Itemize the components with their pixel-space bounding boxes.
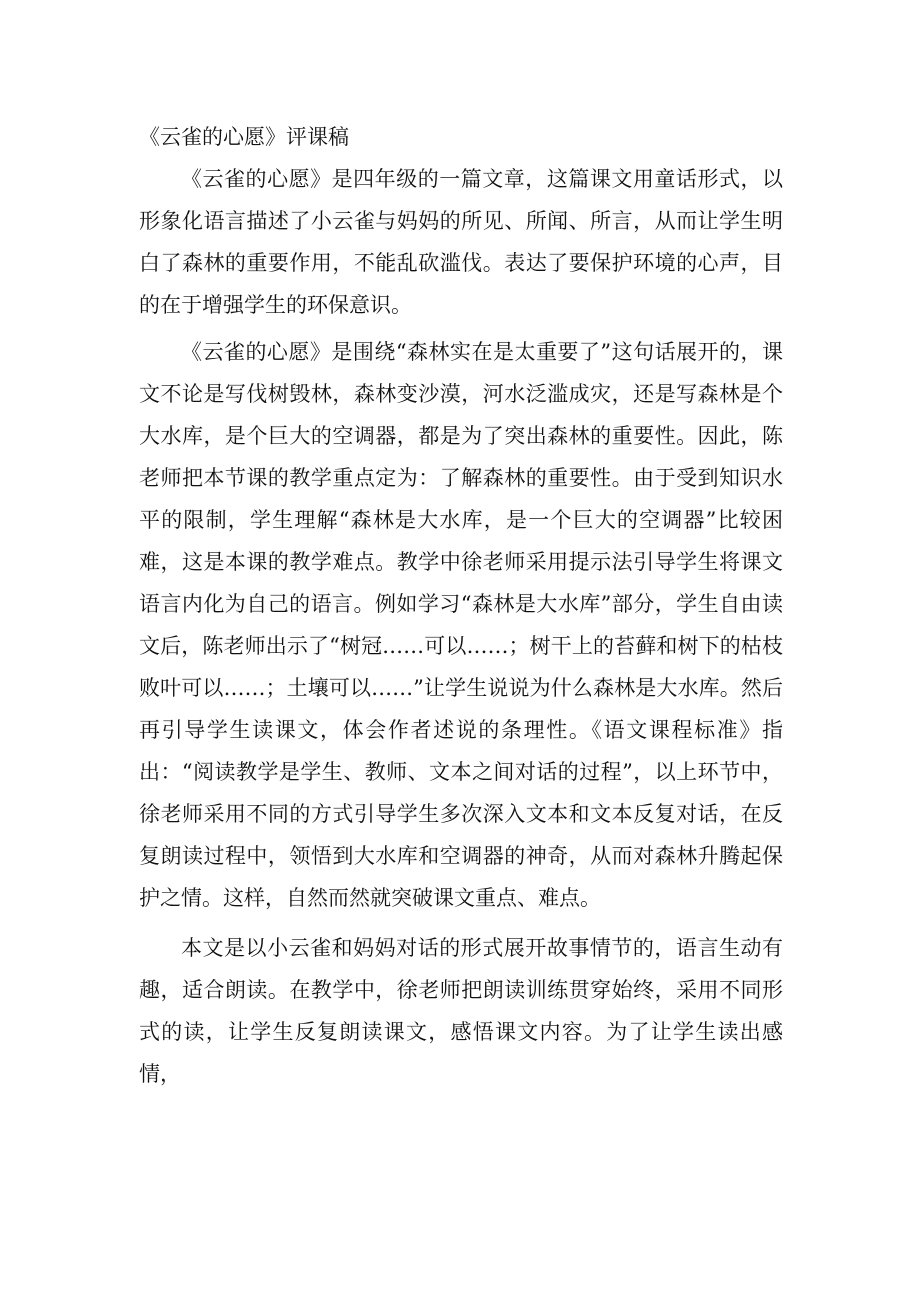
- paragraph-intro: 《云雀的心愿》是四年级的一篇文章，这篇课文用童话形式，以形象化语言描述了小云雀与妈妈的所见、所闻、所言，从而让学生明白了森林的重要作用，不能乱砍滥伐。表达了要保护环境的心声，目的在于增强学生的环保意识。: [139, 167, 783, 317]
- paragraph-reading: 本文是以小云雀和妈妈对话的形式展开故事情节的，语言生动有趣，适合朗读。在教学中，徐老师把朗读训练贯穿始终，采用不同形式的读，让学生反复朗读课文，感悟课文内容。为了让学生读出感情，: [139, 936, 783, 1086]
- document-body: [139, 116, 783, 1095]
- paragraph-analysis: 《云雀的心愿》是围绕“森林实在是太重要了”这句话展开的，课文不论是写伐树毁林，森林变沙漠，河水泛滥成灾，还是写森林是个大水库，是个巨大的空调器，都是为了突出森林的重要性。因此，陈老师把本节课的教学重点定为：了解森林的重要性。由于受到知识水平的限制，学生理解“森林是大水库，是一个巨大的空调器”比较困难，这是本课的教学难点。教学中徐老师采用提示法引导学生将课文语言内化为自己的语言。例如学习“森林是大水库”部分，学生自由读文后，陈老师出示了“树冠……可以……；树干上的苔藓和树下的枯枝败叶可以……；土壤可以……”让学生说说为什么森林是大水库。然后再引导学生读课文，体会作者述说的条理性。《语文课程标准》指出：“阅读教学是学生、教师、文本之间对话的过程”，以上环节中，徐老师采用不同的方式引导学生多次深入文本和文本反复对话，在反复朗读过程中，领悟到大水库和空调器的神奇，从而对森林升腾起保护之情。这样，自然而然就突破课文重点、难点。: [139, 340, 783, 910]
- document-title: 《云雀的心愿》评课稿: [139, 125, 349, 149]
